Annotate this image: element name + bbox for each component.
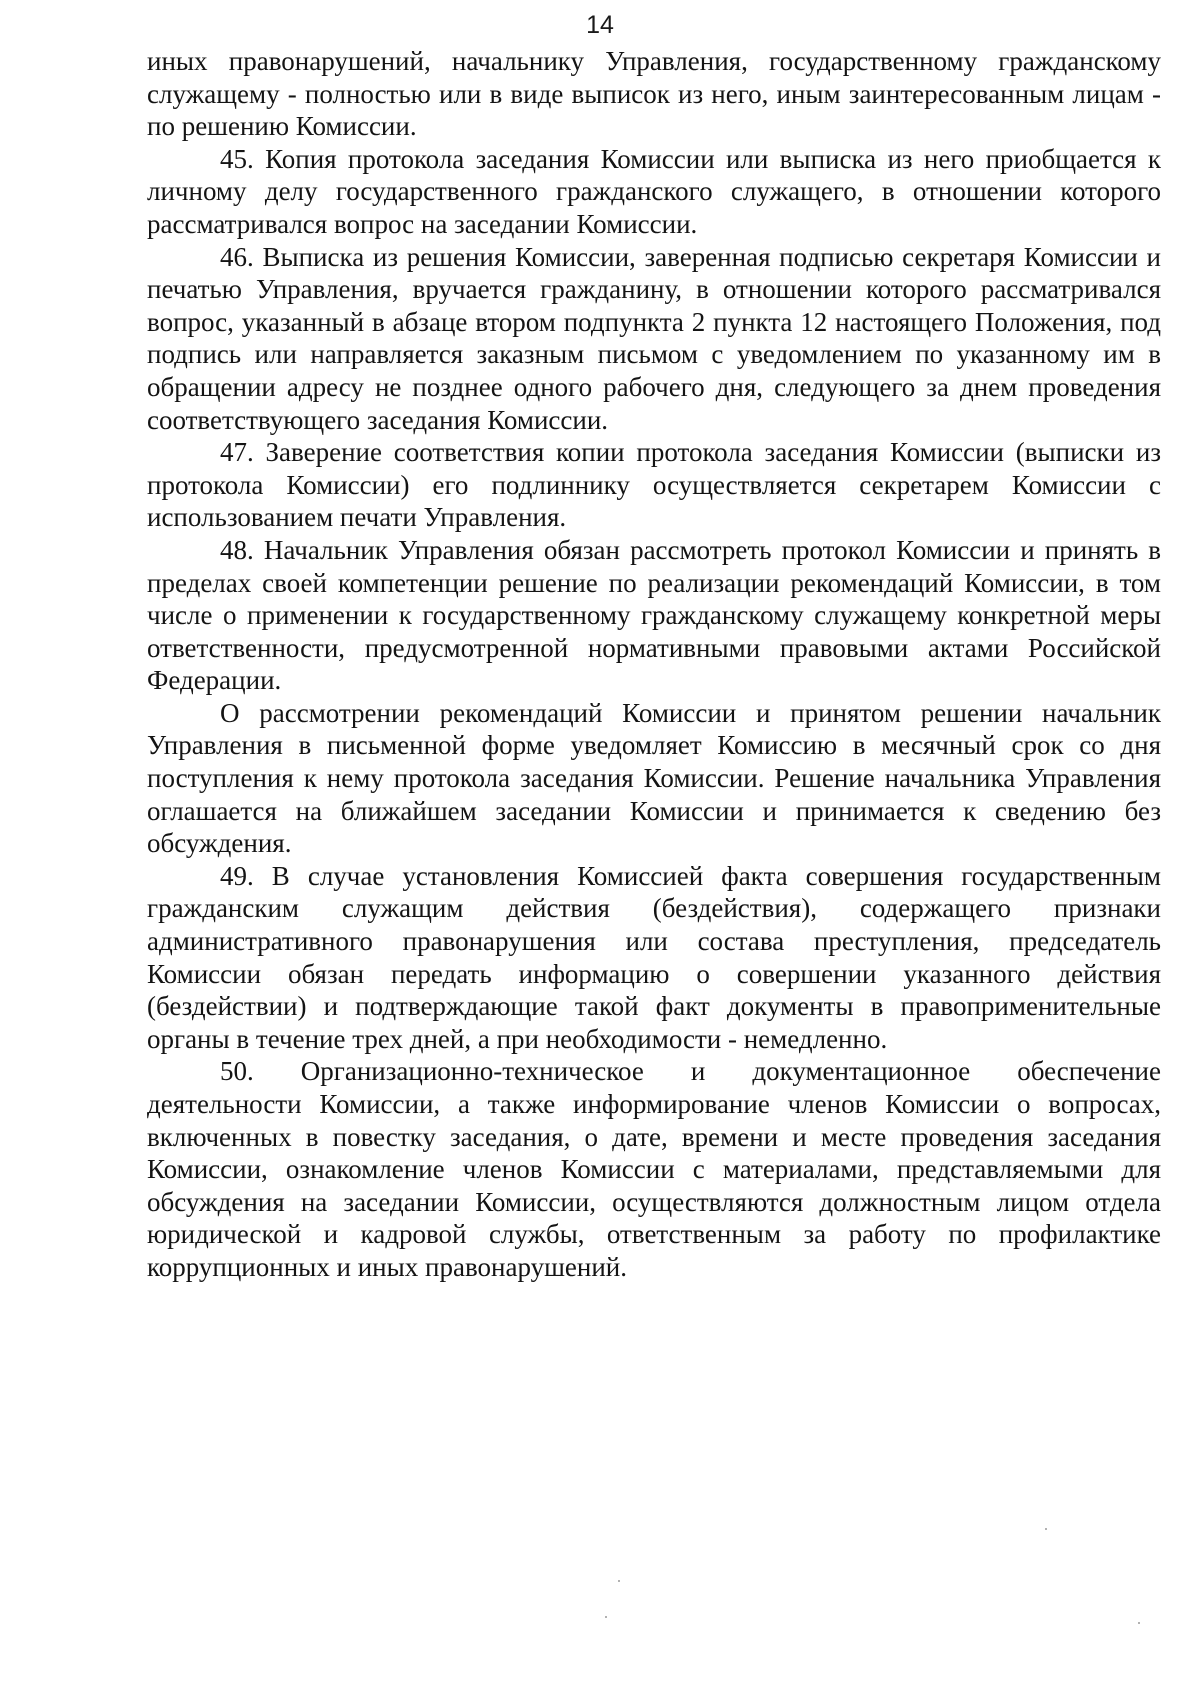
- scan-speck: [1045, 1528, 1047, 1530]
- scan-speck: [618, 1580, 620, 1582]
- scan-speck: [1138, 1622, 1140, 1624]
- document-body: [147, 45, 1161, 1284]
- paragraph-46: 46. Выписка из решения Комиссии, заверенная подписью секретаря Комиссии и печатью Управления, вручается гражданину, в отношении которого рассматривался вопрос, указанный в абзаце втором подпункта 2 пункта 12 настоящего Положения, под подпись или направляется заказным письмом с уведомлением по указанному им в обращении адресу не позднее одного рабочего дня, следующего за днем проведения соответствующего заседания Комиссии.: [147, 241, 1161, 435]
- scan-speck: [605, 1616, 607, 1618]
- page-number: 14: [586, 11, 614, 39]
- paragraph-49: 49. В случае установления Комиссией факта совершения государственным гражданским служащим действия (бездействия), содержащего признаки административного правонарушения или состава преступления, председатель Комиссии обязан передать информацию о совершении указанного действия (бездействии) и подтверждающие такой факт документы в правоприменительные органы в течение трех дней, а при необходимости - немедленно.: [147, 860, 1161, 1054]
- paragraph-50: 50. Организационно-техническое и документационное обеспечение деятельности Комиссии, а также информирование членов Комиссии о вопросах, включенных в повестку заседания, о дате, времени и месте проведения заседания Комиссии, ознакомление членов Комиссии с материалами, представляемыми для обсуждения на заседании Комиссии, осуществляются должностным лицом отдела юридической и кадровой службы, ответственным за работу по профилактике коррупционных и иных правонарушений.: [147, 1056, 1161, 1282]
- paragraph-continuation: иных правонарушений, начальнику Управления, государственному гражданскому служащему - полностью или в виде выписок из него, иным заинтересованным лицам - по решению Комиссии.: [147, 46, 1161, 142]
- paragraph-48-decision: О рассмотрении рекомендаций Комиссии и принятом решении начальник Управления в письменной форме уведомляет Комиссию в месячный срок со дня поступления к нему протокола заседания Комиссии. Решение начальника Управления оглашается на ближайшем заседании Комиссии и принимается к сведению без обсуждения.: [147, 697, 1161, 859]
- paragraph-48: 48. Начальник Управления обязан рассмотреть протокол Комиссии и принять в пределах своей компетенции решение по реализации рекомендаций Комиссии, в том числе о применении к государственному гражданскому служащему конкретной меры ответственности, предусмотренной нормативными правовыми актами Российской Федерации.: [147, 534, 1161, 696]
- paragraph-45: 45. Копия протокола заседания Комиссии или выписка из него приобщается к личному делу государственного гражданского служащего, в отношении которого рассматривался вопрос на заседании Комиссии.: [147, 143, 1161, 239]
- paragraph-47: 47. Заверение соответствия копии протокола заседания Комиссии (выписки из протокола Комиссии) его подлиннику осуществляется секретарем Комиссии с использованием печати Управления.: [147, 437, 1161, 533]
